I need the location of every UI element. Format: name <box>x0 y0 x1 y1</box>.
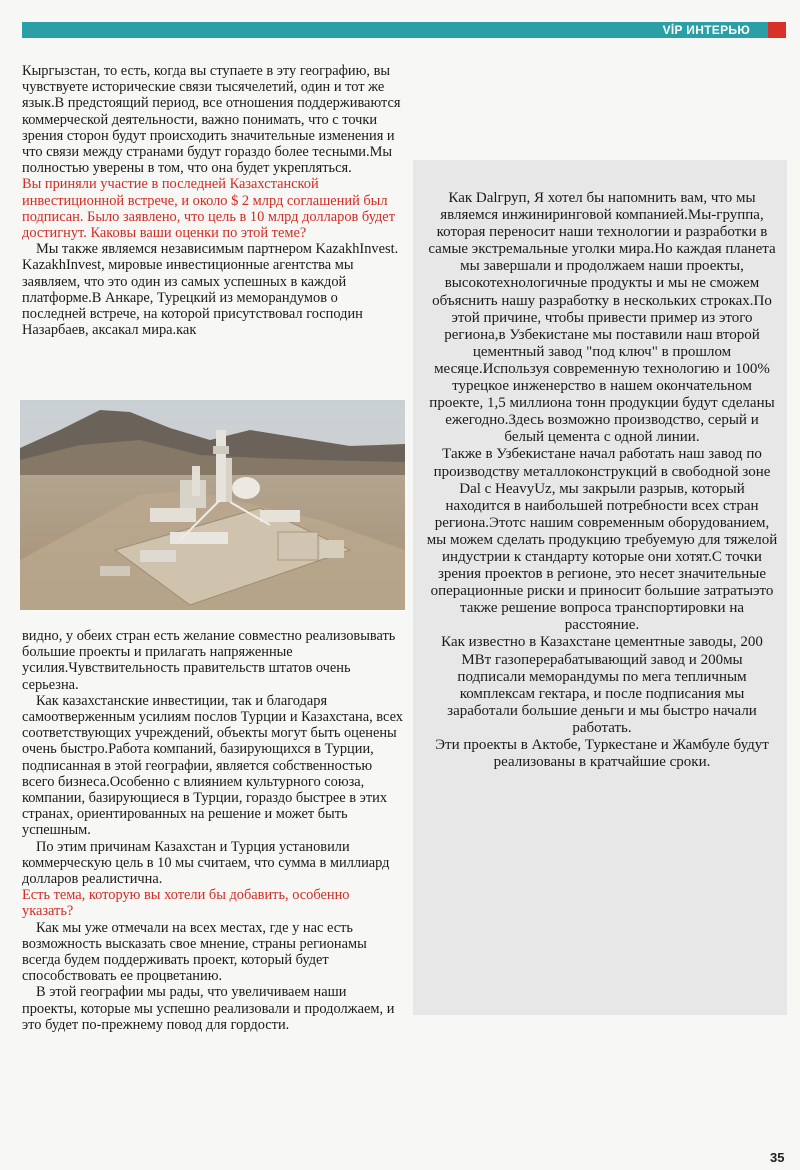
paragraph: Эти проекты в Актобе, Туркестане и Жамбуле будут реализованы в кратчайшие сроки. <box>435 737 769 771</box>
paragraph: Как Dalгруп, Я хотел бы напомнить вам, что мы являемся инжиниринговой компанией.Мы-группа, которая переносит наши технологии и разработки в самые экстремальные уголки мира.Но каждая планета мы завершали и продолжаем наши проекты, высокотехнологичные продукты и мы не сможем объяснить нашу разработку в нескольких строках.По этой причине, чтобы привести пример из этого региона,в Узбекистане мы поставили наш второй цементный завод "под ключ" в прошлом месяце.Используя современную технологию и 100% турецкое инженерство в нашем окончательном проекте, 1,5 миллиона тонн продукции будут сделаны ежегодно.Здесь возможно производство, серый и белый цемента с одной линии. <box>428 190 776 446</box>
left-column-top <box>22 63 404 338</box>
cement-plant-photo <box>20 400 405 610</box>
header-accent-block <box>768 22 786 38</box>
paragraph: Как известно в Казахстане цементные заводы, 200 МВт газоперерабатывающий завод и 200мы подписали меморандумы по мега тепличным комплексам гектара, и после подписания мы заработали большие деньги и мы быстро начали работать. <box>441 634 763 736</box>
interview-question: Есть тема, которую вы хотели бы добавить, особенно указать? <box>22 887 350 920</box>
section-label: VİP ИНТЕРЬЮ <box>650 22 768 38</box>
paragraph: Кыргызстан, то есть, когда вы ступаете в эту географию, вы чувствуете исторические связи тысячелетий, один и тот же язык.В предстоящий период, все отношения поддерживаются коммерческой деятельности, важно понимать, что с точки зрения сторон будут происходить значительные изменения и что связи между странами будут гораздо более тесными.Мы полностью уверены в том, что она будет укрепляться. <box>22 63 401 177</box>
interview-question: Вы приняли участие в последней Казахстанской инвестиционной встрече, и около $ 2 млрд соглашений был подписан. Было заявлено, что цель в 10 млрд долларов будет достигнут. Каковы ваши оценки по этой теме? <box>22 176 395 242</box>
right-column <box>426 190 778 771</box>
paragraph: Как мы уже отмечали на всех местах, где у нас есть возможность высказать свое мнение, страны регионамы всегда будем поддерживать проект, который будет способствовать ее процветанию. <box>22 919 367 985</box>
left-column-bottom <box>22 628 404 1033</box>
paragraph: Как казахстанские инвестиции, так и благодаря самоотверженным усилиям послов Турции и Казахстана, всех соответствующих учреждений, объекты могут быть оценены очень быстро.Работа компаний, базирующихся в Турции, подписанная в этой географии, является собственностью всего бизнеса.Особенно с влиянием культурного союза, компании, базирующиеся в Турции, гораздо быстрее в этих странах, ориентированных на решение и может быть успешным. <box>22 692 403 839</box>
paragraph: В этой географии мы рады, что увеличиваем наши проекты, которые мы успешно реализовали и продолжаем, и это будет по-прежнему повод для гордости. <box>22 984 395 1033</box>
paragraph: Также в Узбекистане начал работать наш завод по производству металлоконструкций в свободной зоне Dal с HeavyUz, мы закрыли разрыв, который находится в наибольшей потребности всех стран региона.Этотс нашим современным оборудованием, мы можем сделать продукцию требуемую для тяжелой индустрии к стандарту которые они хотят.С точки зрения проектов в регионе, это несет значительные операционные риски и приносит большие затратыэто также решение вопроса транспортировки на расстояние. <box>426 446 778 634</box>
paragraph: Мы также являемся независимым партнером KazakhInvest. KazakhInvest, мировые инвестиционные агентства мы заявляем, что это один из самых успешных в каждой платформе.В Анкаре, Турецкий из меморандумов о последней встрече, на которой присутствовал господин Назарбаев, аксакал мира.как <box>22 241 399 339</box>
header-band <box>22 22 722 38</box>
paragraph: видно, у обеих стран есть желание совместно реализовывать большие проекты и прилагать напряженные усилия.Чувствительность правительств штатов очень серьезна. <box>22 628 396 693</box>
page-number: 35 <box>770 1150 785 1165</box>
paragraph: По этим причинам Казахстан и Турция установили коммерческую цель в 10 мы считаем, что сумма в миллиард долларов реалистична. <box>22 838 390 888</box>
